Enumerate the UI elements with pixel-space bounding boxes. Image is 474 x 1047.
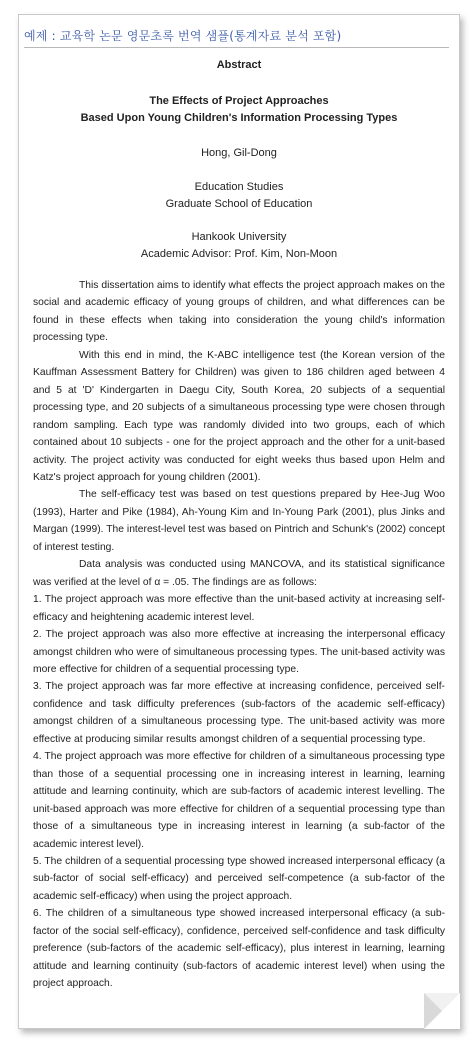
department-block — [19, 179, 459, 213]
department-line-2: Graduate School of Education — [165, 198, 313, 210]
document-page — [18, 14, 460, 1029]
body-paragraph: This dissertation aims to identify what effects the project approach makes on the social and academic efficacy of young groups of children, and what differences can be found in these effects when taking into consideration the young child's information processing type. — [33, 280, 445, 344]
abstract-body — [33, 277, 445, 993]
finding-item: 2. The project approach was also more effective at increasing the interpersonal efficacy amongst children who were of simultaneous processing types. The unit-based activity was more effective for children of a sequential processing type. — [33, 629, 445, 675]
author-name: Hong, Gil-Dong — [201, 147, 277, 159]
university-line-1: Hankook University — [191, 231, 287, 243]
finding-item: 5. The children of a sequential processing type showed increased interpersonal efficacy (a sub-factor of social self-efficacy) and perceived self-competence (a sub-factor of the academic self-efficacy) when using the project approach. — [33, 855, 445, 902]
finding-item: 6. The children of a simultaneous type showed increased interpersonal efficacy (a sub-factor of the social self-efficacy), confidence, perceived self-confidence and task difficulty preference (sub-factors of the academic self-efficacy), plus interest in learning, learning attitude and learning continuity (sub-factors of academic interest level) when using the project approach. — [33, 908, 445, 990]
university-block — [19, 229, 459, 263]
page-curl-corner — [424, 993, 460, 1029]
abstract-heading: Abstract — [216, 59, 262, 71]
sample-header: 예제 : 교육학 논문 영문초록 번역 샘플(통계자료 분석 포함) — [24, 29, 342, 43]
title-line-2: Based Upon Young Children's Information Processing Types — [80, 112, 398, 124]
paper-title — [19, 93, 459, 127]
university-line-2: Academic Advisor: Prof. Kim, Non-Moon — [140, 248, 338, 260]
finding-item: 3. The project approach was far more effective at increasing confidence, perceived self-confidence and task difficulty preferences (sub-factors of the academic self-efficacy) amongst children of a simultaneous processing type. The unit-based activity was more effective at producing similar results amongst children of a sequential processing type. — [33, 681, 445, 745]
header-divider — [24, 47, 449, 48]
finding-item: 1. The project approach was more effective than the unit-based activity at increasing self-efficacy and heightening academic interest level. — [33, 594, 445, 623]
finding-item: 4. The project approach was more effective for children of a simultaneous processing type than those of a sequential processing one in increasing interest in learning, learning attitude and learning continuity, which are sub-factors of academic interest levelling. The unit-based approach was more effective for children of a sequential processing type than those of a simultaneous type in increasing interest in learning (a sub-factor of the academic interest level). — [33, 751, 445, 850]
body-paragraph: With this end in mind, the K-ABC intelligence test (the Korean version of the Kauffman Assessment Battery for Children) was given to 186 children aged between 4 and 5 at 'D' Kindergarten in Daegu City, South Korea, 20 subjects of a sequential processing type, and 20 subjects of a simultaneous processing type were chosen through random sampling. Each type was randomly divided into two groups, each of which contained about 10 subjects - one for the project approach and the other for a unit-based activity. The project activity was conducted for eight weeks thus based upon Helm and Katz's project approach for young children (2001). — [33, 349, 445, 483]
title-line-1: The Effects of Project Approaches — [149, 95, 329, 107]
body-paragraph: The self-efficacy test was based on test questions prepared by Hee-Jug Woo (1993), Harter and Pike (1984), Ah-Young Kim and In-Young Park (2001), plus Jinks and Margan (1999). The interest-level test was based on Pintrich and Schunk's (2002) concept of interest testing. — [33, 489, 445, 553]
body-paragraph: Data analysis was conducted using MANCOVA, and its statistical significance was verified at the level of α = .05. The findings are as follows: — [33, 559, 445, 588]
department-line-1: Education Studies — [194, 181, 284, 193]
